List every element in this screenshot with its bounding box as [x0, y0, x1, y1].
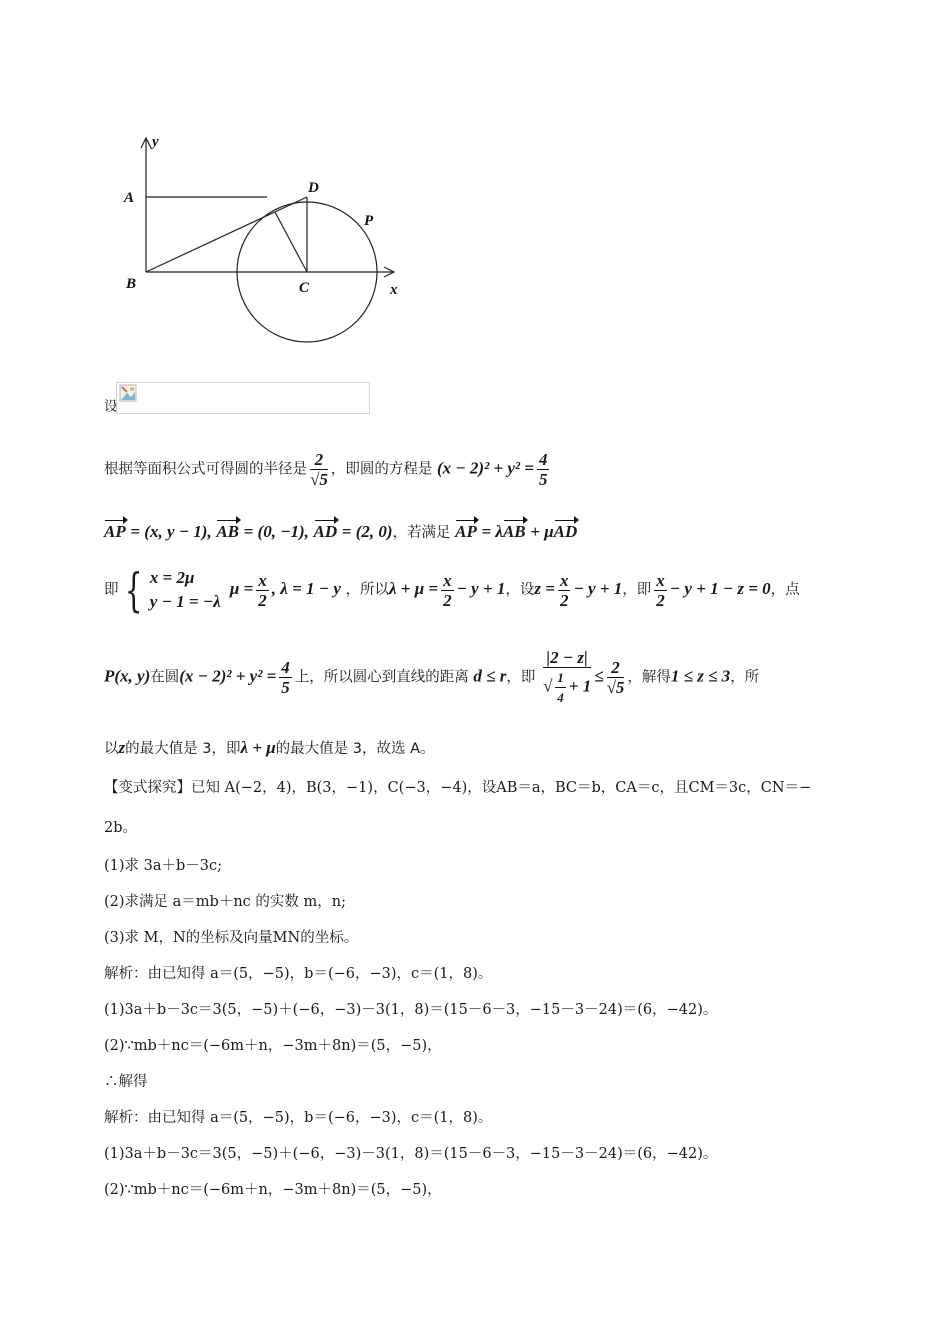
text: d ≤ r — [473, 666, 507, 686]
text: ，即 — [622, 582, 652, 598]
text: λ + μ = — [389, 579, 439, 598]
equation: y − 1 = −λ — [149, 592, 221, 611]
denominator: 2 — [656, 590, 665, 610]
answer-1: (1)3a＋b－3c＝3(5，−5)＋(−6，−3)－3(1，8)＝(15－6－3，−15－3－24)＝(6，−42)。 — [104, 1002, 718, 1018]
radius-segment — [275, 212, 307, 272]
denominator: 5 — [538, 470, 548, 489]
variant-problem-cont: 2b。 — [104, 820, 138, 836]
brace: { — [124, 563, 142, 617]
denominator: 2 — [559, 590, 569, 610]
fraction — [558, 571, 571, 610]
fraction — [654, 571, 667, 610]
numerator: x — [443, 570, 452, 590]
fraction — [441, 571, 454, 610]
analysis-repeat: 解析：由已知得 a＝(5，−5)，b＝(−6，−3)，c＝(1，8)。 — [104, 1110, 493, 1126]
text: ，即 — [506, 669, 536, 686]
segment-bd — [146, 197, 307, 272]
text: = λ — [481, 522, 503, 541]
text: − y + 1 — [573, 579, 623, 598]
label-x: x — [390, 282, 398, 298]
answer-2-repeat: (2)∵mb＋nc＝(−6m＋n，−3m＋8n)＝(5，−5)， — [104, 1182, 442, 1198]
numerator: 2 — [607, 658, 625, 678]
numerator: x — [258, 570, 267, 590]
text: z — [118, 738, 126, 757]
sqrt-denominator: √ $\frac{1}{4}$ + 1 — [542, 670, 592, 705]
distance-fraction — [543, 648, 591, 707]
question-3: (3)求 M，N的坐标及向量MN的坐标。 — [104, 930, 359, 946]
text: (x − 2)² + y² = — [179, 666, 277, 686]
fraction — [607, 658, 625, 697]
solution-line-vectors — [104, 522, 577, 543]
analysis: 解析：由已知得 a＝(5，−5)，b＝(−6，−3)，c＝(1，8)。 — [104, 966, 493, 982]
denominator: 2 — [258, 590, 267, 610]
text: − y + 1 — [456, 579, 506, 598]
text: 的最大值是 3，即 — [125, 741, 241, 757]
text: z = — [534, 579, 555, 598]
text: λ + μ — [240, 738, 276, 757]
vector-ad: AD — [313, 522, 338, 541]
therefore: ∴解得 — [104, 1074, 148, 1090]
question-2: (2)求满足 a＝mb＋nc 的实数 m，n; — [104, 894, 346, 910]
vector-ad: AD — [553, 522, 578, 541]
numerator: 2 — [310, 450, 328, 470]
label-b: B — [126, 276, 137, 292]
vector-ad-value: = (2, 0) — [341, 522, 393, 541]
variant-problem: 【变式探究】已知 A(−2，4)，B(3，−1)，C(−3，−4)，设AB＝a，BC＝b，CA＝c，且CM＝3c，CN＝− — [104, 780, 812, 796]
label-a: A — [124, 190, 135, 206]
text: P(x, y) — [104, 666, 151, 686]
fraction — [256, 571, 269, 610]
circle-equation: (x − 2)² + y² = — [436, 458, 534, 478]
equation-system — [150, 566, 221, 614]
numerator: |2 − z| — [543, 648, 591, 668]
text: ，所 — [730, 669, 760, 686]
fraction-radius — [310, 450, 328, 489]
denominator: √5 — [606, 678, 625, 697]
text: 上，所以圆心到直线的距离 — [294, 669, 469, 686]
answer-1-repeat: (1)3a＋b－3c＝3(5，−5)＋(−6，−3)－3(1，8)＝(15－6－3，−15－3－24)＝(6，−42)。 — [104, 1146, 718, 1162]
numerator: 4 — [538, 450, 548, 469]
text: 以 — [104, 741, 119, 757]
text: 的最大值是 3，故选 A。 — [275, 741, 435, 757]
vector-ab-value: = (0, −1), — [243, 522, 309, 541]
vector-ap: AP — [104, 522, 126, 541]
label-d: D — [308, 180, 319, 196]
label-p: P — [364, 213, 374, 229]
vector-ap-value: = (x, y − 1), — [130, 522, 212, 541]
denominator: 2 — [443, 590, 452, 610]
fraction-four-fifths — [537, 450, 550, 489]
text: , λ = 1 − y — [271, 579, 341, 598]
equation: x = 2μ — [149, 568, 195, 587]
text: 根据等面积公式可得圆的半径是 — [104, 461, 307, 478]
denominator: √5 — [310, 470, 328, 489]
text: μ = — [229, 579, 254, 598]
text: ，即圆的方程是 — [330, 461, 433, 478]
answer-2: (2)∵mb＋nc＝(−6m＋n，−3m＋8n)＝(5，−5)， — [104, 1038, 442, 1054]
broken-image-prefix: 设 — [104, 399, 118, 415]
text: − y + 1 − z = 0 — [669, 579, 771, 598]
fraction — [279, 658, 292, 697]
text: 即 — [104, 582, 119, 598]
denominator: 5 — [281, 678, 290, 697]
numerator: 1 — [555, 668, 566, 688]
vector-ab: AB — [502, 522, 526, 541]
label-c: C — [299, 280, 310, 296]
text: ，所以 — [345, 582, 389, 598]
denominator: 4 — [557, 690, 564, 705]
solution-line-conclusion — [104, 738, 435, 759]
label-y: y — [152, 134, 159, 150]
text: 1 ≤ z ≤ 3 — [670, 666, 731, 686]
text: ，若满足 — [392, 525, 451, 541]
numerator: 4 — [281, 658, 290, 677]
broken-image-icon — [119, 384, 137, 402]
text: ≤ — [594, 666, 604, 686]
text: + μ — [530, 522, 554, 541]
text: 在圆 — [150, 669, 180, 686]
numerator: x — [656, 570, 665, 590]
text: ，点 — [770, 582, 800, 598]
vector-ab: AB — [216, 522, 239, 541]
vector-ap: AP — [455, 522, 477, 541]
solution-line-system — [104, 563, 800, 617]
fraction — [555, 668, 566, 707]
broken-image — [116, 382, 370, 414]
question-1: (1)求 3a＋b－3c; — [104, 858, 223, 874]
text: ，设 — [505, 582, 535, 598]
numerator: x — [559, 570, 569, 590]
solution-line-radius — [104, 450, 552, 489]
geometry-figure — [110, 128, 410, 348]
text: ，解得 — [627, 669, 671, 686]
text: + 1 — [568, 676, 592, 696]
solution-line-distance — [104, 648, 759, 707]
